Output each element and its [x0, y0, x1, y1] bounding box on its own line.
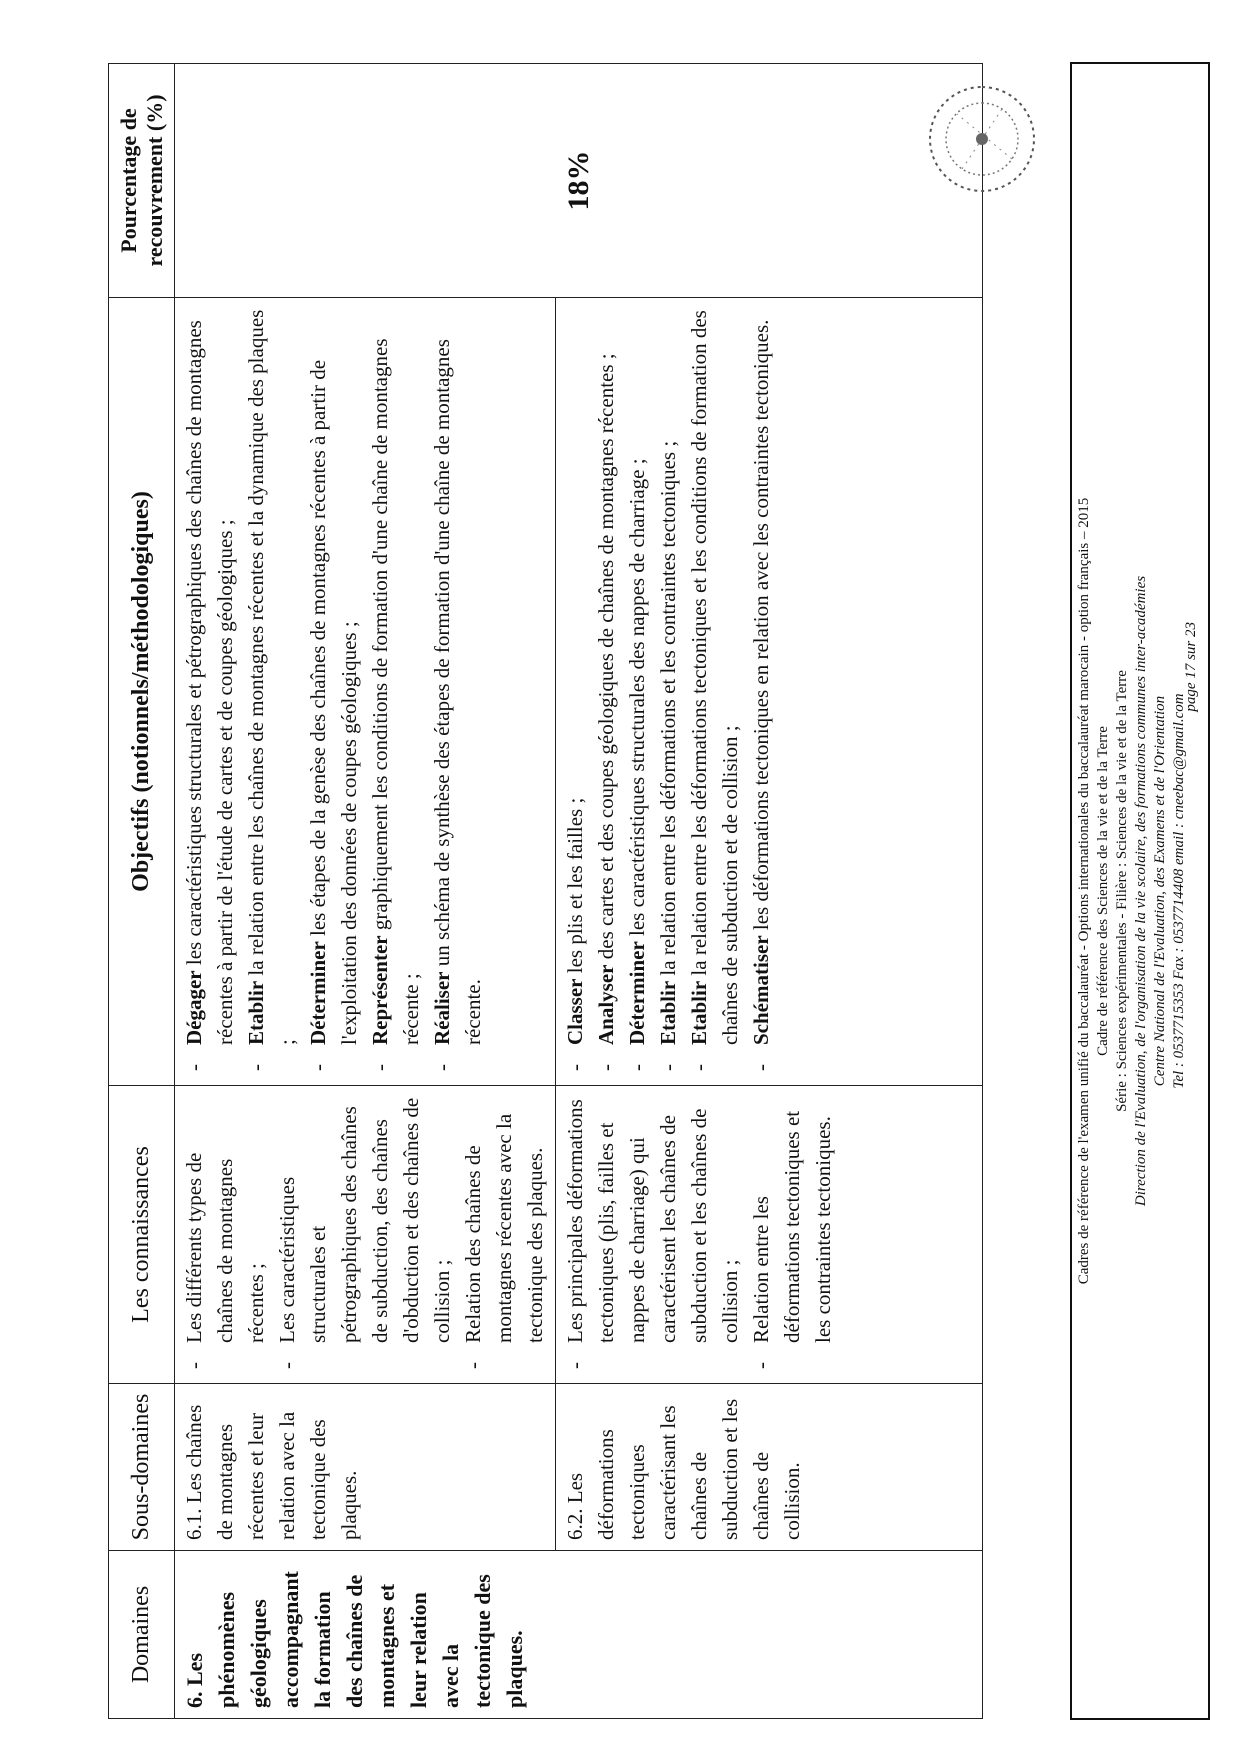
objective-verb: Etablir — [244, 980, 268, 1045]
footer-line: Cadre de référence des Sciences de la vie et de la Terre — [1095, 726, 1111, 1056]
objective-text: graphiquement les conditions de formation d'une chaîne de montagnes récente ; — [368, 338, 423, 1045]
objective-verb: Schématiser — [749, 935, 773, 1045]
list-item — [241, 308, 303, 1075]
official-stamp — [922, 79, 1042, 199]
objective-text: la relation entre les déformations tectoniques et les conditions de formation des chaînes de subduction et de collision ; — [687, 310, 742, 1045]
list-item — [427, 308, 489, 1075]
list-item: - Relation des chaînes de montagnes récentes avec la tectonique des plaques. — [458, 1096, 551, 1373]
list-item — [560, 308, 591, 1075]
header-sous-domaines: Sous-domaines — [109, 1384, 175, 1551]
header-objectifs: Objectifs (notionnels/méthodologiques) — [109, 298, 175, 1086]
objective-text: les étapes de la genèse des chaînes de montagnes récentes à partir de l'exploitation des données de coupes géologiques ; — [306, 359, 361, 1045]
objective-text: la relation entre les chaînes de montagnes récentes et la dynamique des plaques ; — [244, 309, 299, 1045]
list-item — [303, 308, 365, 1075]
header-connaissances: Les connaissances — [109, 1086, 175, 1384]
objective-verb: Etablir — [656, 980, 680, 1045]
header-domaines: Domaines — [109, 1551, 175, 1719]
list-item — [622, 308, 653, 1075]
footer-line: Direction de l'Evaluation, de l'organisation de la vie scolaire, des formations communes inter-académies — [1133, 575, 1149, 1207]
objective-verb: Déterminer — [306, 941, 330, 1045]
objective-verb: Classer — [563, 978, 587, 1045]
list-item — [591, 308, 622, 1075]
objective-verb: Représenter — [368, 935, 392, 1045]
footer-line: Tel : 0537715353 Fax : 0537714408 email : cneebac@gmail.com — [1171, 693, 1187, 1089]
list-item — [653, 308, 684, 1075]
objective-verb: Dégager — [182, 970, 206, 1045]
header-pourcentage: Pourcentage de recouvrement (%) — [109, 64, 175, 298]
connaissances-cell — [175, 1086, 556, 1384]
footer-line: Série : Sciences expérimentales - Filière : Sciences de la vie et de la Terre — [1114, 670, 1130, 1112]
list-item: - Les principales déformations tectoniques (plis, failles et nappes de charriage) qui caractérisent les chaînes de subduction et les chaînes de collision ; — [560, 1096, 746, 1373]
objective-text: un schéma de synthèse des étapes de formation d'une chaîne de montagnes récente. — [430, 339, 485, 1045]
objective-verb: Réaliser — [430, 971, 454, 1045]
objective-text: les déformations tectoniques en relation avec les contraintes tectoniques. — [749, 319, 773, 936]
objectifs-cell — [175, 298, 556, 1086]
list-item: - Relation entre les déformations tectoniques et les contraintes tectoniques. — [746, 1096, 839, 1373]
list-item — [179, 308, 241, 1075]
connaissances-cell — [556, 1086, 983, 1384]
objectifs-list — [179, 308, 489, 1075]
connaissances-list — [179, 1096, 551, 1373]
percentage-cell: 18% — [175, 64, 983, 298]
footer-line: Cadres de référence de l'examen unifié du baccalauréat - Options internationales du baccalauréat marocain - option français – 2015 — [1076, 497, 1092, 1285]
list-item: - Les différents types de chaînes de montagnes récentes ; — [179, 1096, 272, 1373]
footer-line: Centre National de l'Evaluation, des Examens et de l'Orientation — [1152, 695, 1168, 1087]
sous-domaine-cell: 6.2. Les déformations tectoniques caractérisant les chaînes de subduction et les chaînes de collision. — [556, 1384, 983, 1551]
objective-verb: Déterminer — [625, 941, 649, 1045]
objectifs-list — [560, 308, 777, 1075]
objective-text: les caractéristiques structurales et pétrographiques des chaînes de montagnes récentes à partir de l'étude de cartes et de coupes géologiques ; — [182, 320, 237, 1045]
list-item — [684, 308, 746, 1075]
objective-verb: Analyser — [594, 964, 618, 1045]
domain-cell: 6. Les phénomènes géologiques accompagnant la formation des chaînes de montagnes et leur relation avec la tectonique des plaques. — [175, 1551, 983, 1719]
list-item: - Les caractéristiques structurales et pétrographiques des chaînes de subduction, des chaînes d'obduction et des chaînes de collision ; — [272, 1096, 458, 1373]
curriculum-table — [108, 63, 983, 1719]
objective-text: des cartes et des coupes géologiques de chaînes de montagnes récentes ; — [594, 353, 618, 965]
objective-verb: Etablir — [687, 980, 711, 1045]
objective-text: les caractéristiques structurales des nappes de charriage ; — [625, 458, 649, 942]
list-item — [746, 308, 777, 1075]
objective-text: la relation entre les déformations et les contraintes tectoniques ; — [656, 440, 680, 981]
sous-domaine-cell: 6.1. Les chaînes de montagnes récentes et leur relation avec la tectonique des plaques. — [175, 1384, 556, 1551]
page-number: page 17 sur 23 — [1183, 622, 1199, 712]
footer — [1075, 62, 1205, 1720]
objective-text: les plis et les failles ; — [563, 797, 587, 979]
objectifs-cell — [556, 298, 983, 1086]
list-item — [365, 308, 427, 1075]
connaissances-list — [560, 1096, 839, 1373]
